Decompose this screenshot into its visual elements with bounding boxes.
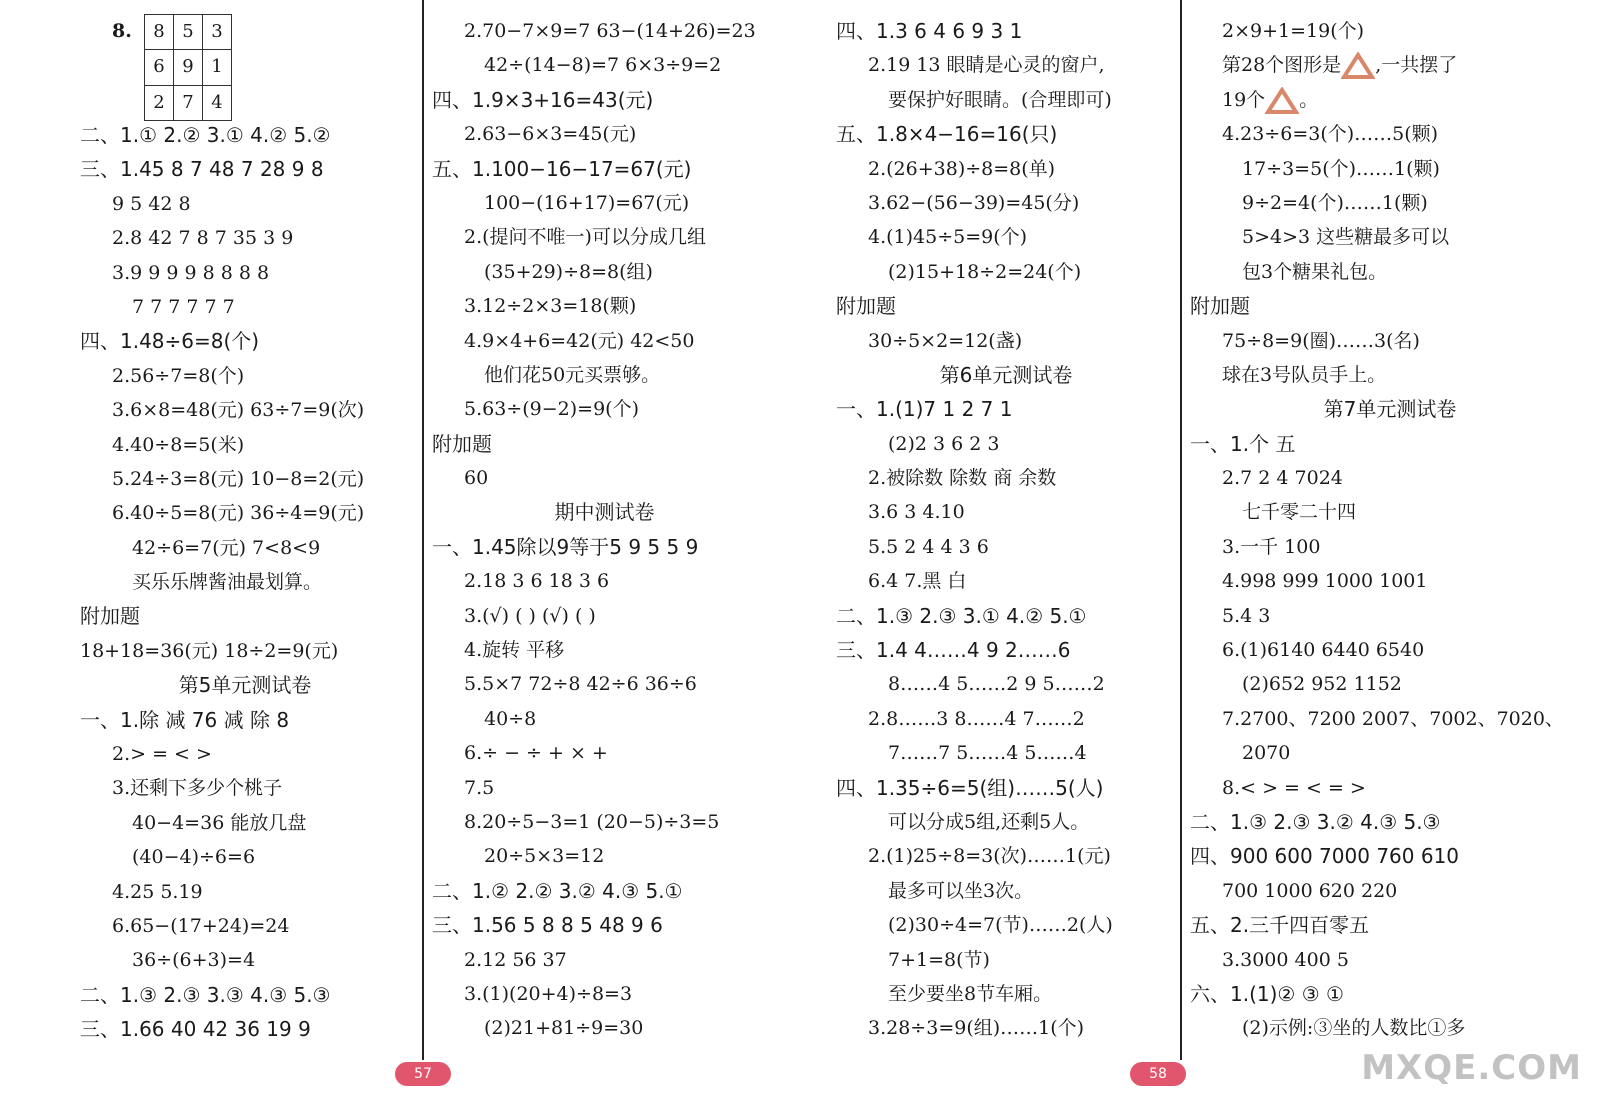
section-title: 第5单元测试卷 [178,673,312,698]
magic-square-cell: 5 [174,15,203,50]
answer-line: (40−4)÷6=6 [132,846,256,869]
answer-line: 3.6 3 4.10 [868,501,965,524]
magic-square-row [80,14,410,118]
answer-line: 2.被除数 除数 商 余数 [868,467,1057,490]
answer-line: 6.40÷5=8(元) 36÷4=9(元) [112,502,365,525]
answer-line: 36÷(6+3)=4 [132,949,256,972]
section-heading-line: 附加题 [1190,294,1250,319]
answer-line: 3.还剩下多少个桃子 [112,777,283,800]
magic-square-cell: 1 [203,50,232,85]
triangle-icon [1265,87,1299,115]
answer-line: 17÷3=5(个)……1(颗) [1242,157,1440,180]
answer-line: 2.8……3 8……4 7……2 [868,707,1085,730]
answer-line: 60 [464,467,489,490]
figure-answer-line-2: 19个 。 [1190,83,1590,117]
answer-line: 100−(16+17)=67(元) [484,191,690,214]
magic-square-cell: 6 [145,50,174,85]
section-title: 期中测试卷 [554,500,655,525]
answer-line: 4.998 999 1000 1001 [1222,570,1428,593]
answer-line: 2.8 42 7 8 7 35 3 9 [112,227,294,250]
section-heading-line: 四、900 600 7000 760 610 [1190,844,1460,869]
answer-line: 8.< > = < = > [1222,776,1366,799]
section-heading-line: 一、1.(1)7 1 2 7 1 [836,397,1013,422]
section-heading-line: 三、1.56 5 8 8 5 48 9 6 [432,913,663,938]
section-heading-line: 附加题 [80,604,140,629]
answer-line: 2.18 3 6 18 3 6 [464,570,610,593]
answer-line: 9 5 42 8 [112,192,191,215]
page-number-left: 57 [395,1062,451,1086]
section-title: 第6单元测试卷 [939,362,1073,387]
answer-line: 2.56÷7=8(个) [112,364,245,387]
answer-column-2 [432,14,777,1046]
answer-line: 4.40÷8=5(米) [112,433,245,456]
magic-square-cell: 2 [145,85,174,120]
answer-line: 2.19 13 眼睛是心灵的窗户, [868,54,1105,77]
magic-square-cell: 8 [145,15,174,50]
magic-square-label: 8. [112,20,132,42]
section-heading-line: 二、1.① 2.② 3.① 4.② 5.② [80,123,331,147]
answer-line: 42÷6=7(元) 7<8<9 [132,536,321,559]
answer-line: 5.63÷(9−2)=9(个) [464,398,639,421]
answer-line: (2)示例:③坐的人数比①多 [1242,1017,1466,1040]
answer-line: 8……4 5……2 9 5……2 [888,673,1105,696]
answer-line: 3.6×8=48(元) 63÷7=9(次) [112,399,365,422]
answer-line: 2.(26+38)÷8=8(单) [868,157,1056,180]
answer-line: 5.5 2 4 4 3 6 [868,535,989,558]
section-heading-line: 四、1.3 6 4 6 9 3 1 [836,19,1023,43]
answer-line: 3.(√) ( ) (√) ( ) [464,604,596,627]
answer-line: 最多可以坐3次。 [888,879,1034,902]
section-heading-line: 四、1.48÷6=8(个) [80,329,260,354]
answer-line: (2)15+18÷2=24(个) [888,260,1082,283]
section-heading-line: 三、1.45 8 7 48 7 28 9 8 [80,157,324,182]
answer-column-3 [836,14,1176,1046]
answer-line: 6.4 7.黑 白 [868,570,967,593]
answer-line: 七千零二十四 [1242,501,1357,524]
section-heading-line: 三、1.4 4……4 9 2……6 [836,638,1071,663]
section-heading-line: 二、1.③ 2.③ 3.③ 4.③ 5.③ [80,982,331,1007]
answer-line: 球在3号队员手上。 [1222,363,1387,386]
magic-square-row [145,85,232,120]
page-number-right: 58 [1130,1062,1186,1086]
section-heading-line: 五、1.100−16−17=67(元) [432,156,692,181]
answer-line: (35+29)÷8=8(组) [484,260,653,283]
answer-column-1 [80,14,410,1047]
section-heading-line: 附加题 [432,431,492,456]
section-title: 第7单元测试卷 [1323,397,1457,422]
triangle-icon [1341,52,1375,80]
answer-line: 2.(1)25÷8=3(次)……1(元) [868,845,1111,868]
answer-line: 7……7 5……4 5……4 [888,742,1087,765]
answer-line: 4.(1)45÷5=9(个) [868,226,1028,249]
section-heading-line: 二、1.③ 2.③ 3.① 4.② 5.① [836,603,1087,628]
answer-line: 7 7 7 7 7 7 [132,295,235,318]
answer-line: 7.5 [464,776,495,799]
answer-line: 20÷5×3=12 [484,845,605,868]
answer-line: 3.28÷3=9(组)……1(个) [868,1017,1085,1040]
figure-answer-line: 第28个图形是 ,一共摆了 [1190,48,1590,82]
section-heading-line: 附加题 [836,294,896,319]
watermark: MXQE.COM [1361,1048,1582,1088]
column-separator-left [422,0,424,1060]
section-heading-line: 一、1.45除以9等于5 9 5 5 9 [432,534,699,559]
answer-line: 2.63−6×3=45(元) [464,123,637,146]
answer-line: 他们花50元买票够。 [484,363,661,386]
answer-line: 8.20÷5−3=1 (20−5)÷3=5 [464,810,720,833]
section-heading-line: 五、1.8×4−16=16(只) [836,122,1058,147]
answer-line: 3.(1)(20+4)÷8=3 [464,982,633,1005]
answer-line: 2070 [1242,742,1291,765]
answer-line: 2.12 56 37 [464,948,567,971]
answer-line: 40−4=36 能放几盘 [132,811,307,834]
answer-line: (2)652 952 1152 [1242,673,1402,696]
answer-line: 4.9×4+6=42(元) 42<50 [464,329,695,352]
answer-line: 40÷8 [484,707,537,730]
answer-line: 6.(1)6140 6440 6540 [1222,639,1425,662]
answer-line: 至少要坐8节车厢。 [888,982,1053,1005]
answer-line: 买乐乐牌酱油最划算。 [132,571,323,594]
answer-line: 3.一千 100 [1222,535,1321,558]
section-heading-line: 一、1.个 五 [1190,431,1296,456]
magic-square-cell: 3 [203,15,232,50]
answer-line: 9÷2=4(个)……1(颗) [1242,191,1428,214]
answer-column-4 [1190,14,1590,1046]
answer-line: 6.÷ − ÷ + × + [464,742,608,765]
answer-line: 2.(提问不唯一)可以分成几组 [464,226,706,249]
answer-line: 18+18=36(元) 18÷2=9(元) [80,639,339,662]
answer-line: 可以分成5组,还剩5人。 [888,810,1090,833]
answer-line: 700 1000 620 220 [1222,879,1398,902]
magic-square-cell: 9 [174,50,203,85]
answer-line: 30÷5×2=12(盏) [868,329,1023,352]
answer-line: 2×9+1=19(个) [1222,20,1365,42]
magic-square-cell: 7 [174,85,203,120]
answer-line: 5.5×7 72÷8 42÷6 36÷6 [464,673,697,696]
answer-line: 7.2700、7200 2007、7002、7020、 [1222,707,1564,730]
answer-line: 7+1=8(节) [888,948,990,971]
answer-line: 3.3000 400 5 [1222,948,1349,971]
answer-line: 75÷8=9(圈)……3(名) [1222,329,1420,352]
magic-square-row [145,50,232,85]
answer-line: 3.62−(56−39)=45(分) [868,191,1080,214]
answer-line: 4.25 5.19 [112,880,203,903]
section-heading-line: 三、1.66 40 42 36 19 9 [80,1017,311,1042]
section-heading-line: 一、1.除 减 76 减 除 8 [80,707,290,732]
answer-line: 2.70−7×9=7 63−(14+26)=23 [464,20,756,42]
answer-line: 要保护好眼睛。(合理即可) [888,88,1112,111]
section-heading-line: 四、1.35÷6=5(组)……5(人) [836,775,1104,800]
section-heading-line: 六、1.(1)② ③ ① [1190,981,1344,1006]
magic-square-cell: 4 [203,85,232,120]
answer-line: 3.12÷2×3=18(颗) [464,295,637,318]
answer-line: 5.4 3 [1222,604,1271,627]
answer-line: 2.7 2 4 7024 [1222,467,1343,490]
magic-square-grid [144,14,232,121]
answer-line: (2)2 3 6 2 3 [888,432,1000,455]
answer-line: 3.9 9 9 9 8 8 8 8 [112,261,270,284]
answer-line: (2)21+81÷9=30 [484,1017,644,1040]
section-heading-line: 五、2.三千四百零五 [1190,913,1370,938]
answer-line: 4.23÷6=3(个)……5(颗) [1222,123,1439,146]
answer-line: 包3个糖果礼包。 [1242,260,1388,283]
answer-line: (2)30÷4=7(节)……2(人) [888,914,1113,937]
answer-line: 2.> = < > [112,743,212,766]
answer-line: 5>4>3 这些糖最多可以 [1242,226,1450,249]
answer-line: 6.65−(17+24)=24 [112,914,290,937]
magic-square-row [145,15,232,50]
answer-line: 42÷(14−8)=7 6×3÷9=2 [484,54,722,77]
answer-line: 4.旋转 平移 [464,639,565,662]
column-separator-right [1180,0,1182,1060]
section-heading-line: 二、1.③ 2.③ 3.② 4.③ 5.③ [1190,809,1441,834]
section-heading-line: 二、1.② 2.② 3.② 4.③ 5.① [432,878,683,903]
section-heading-line: 四、1.9×3+16=43(元) [432,87,654,112]
answer-line: 5.24÷3=8(元) 10−8=2(元) [112,467,365,490]
